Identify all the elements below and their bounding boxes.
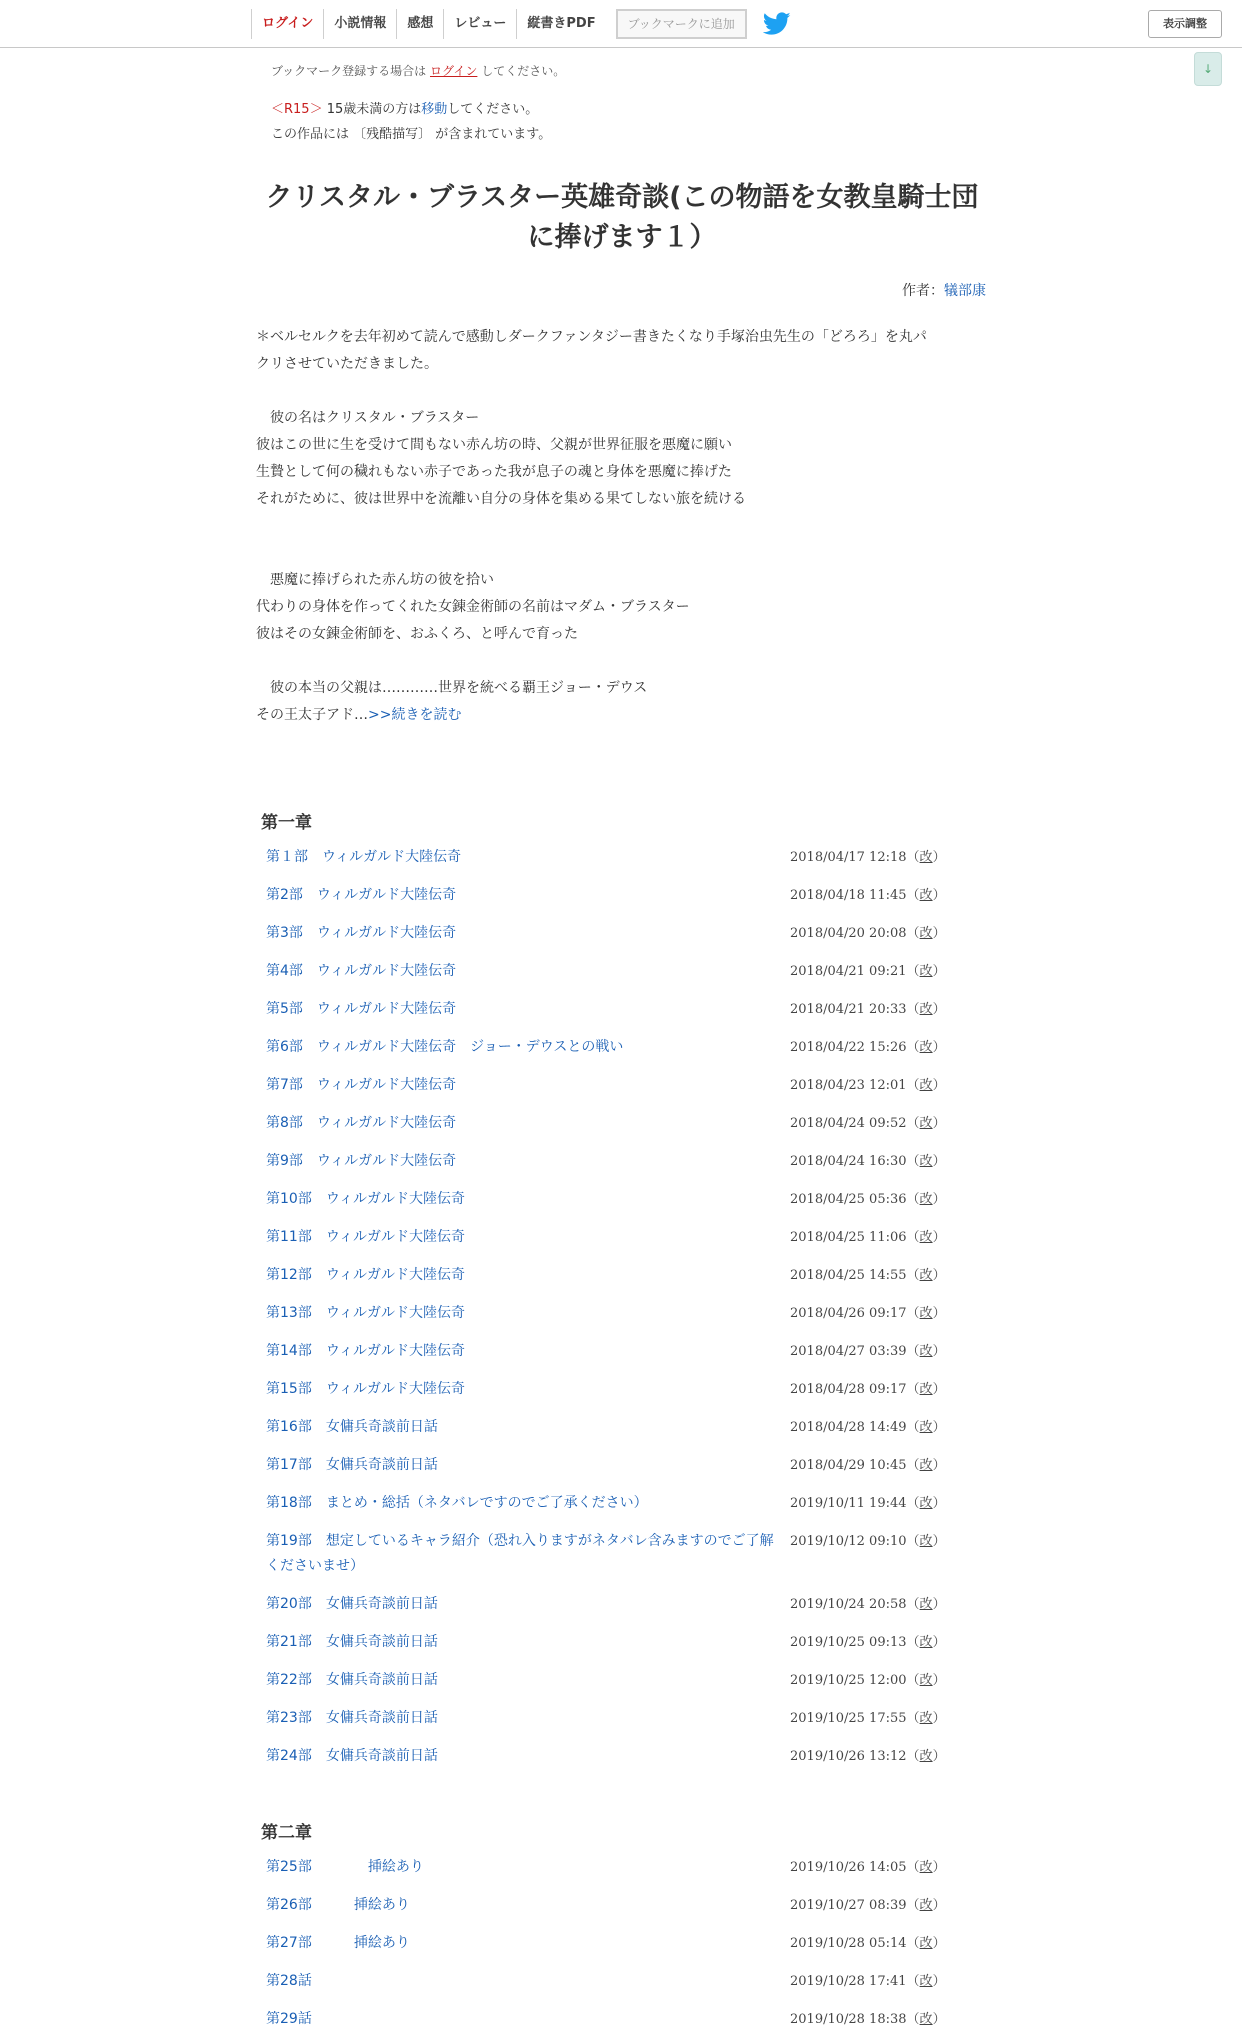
chapter-title: 第一章: [261, 813, 312, 833]
synopsis-line: [256, 540, 986, 567]
episode-date-text: 2018/04/23 12:01: [790, 1078, 907, 1093]
episode-date: [790, 1630, 946, 1655]
scroll-down-button[interactable]: ↓: [1194, 52, 1222, 86]
revision-link[interactable]: 改: [919, 1711, 933, 1726]
episode-date-text: 2018/04/26 09:17: [790, 1306, 907, 1321]
synopsis-line: [256, 405, 986, 432]
synopsis-line-text: その王太子アド…: [256, 707, 368, 723]
revision-paren-close: ）: [932, 1673, 946, 1688]
revision-paren-open: （: [906, 1344, 920, 1359]
revision-paren-close: ）: [932, 1635, 946, 1650]
revision-paren-close: ）: [932, 964, 946, 979]
episode-date: [790, 1149, 946, 1174]
novel-title-line1: クリスタル・ブラスター英雄奇談(この物語を女教皇騎士団: [265, 182, 979, 213]
episode-date-text: 2019/10/25 09:13: [790, 1635, 907, 1650]
revision-paren-close: ）: [932, 888, 946, 903]
content-warning: この作品には 〔残酷描写〕 が含まれています。: [271, 127, 552, 142]
episode-date-text: 2019/10/28 18:38: [790, 2012, 907, 2027]
novel-title: [250, 178, 994, 258]
novel-title-line2: に捧げます１）: [527, 222, 717, 253]
revision-paren-close: ）: [932, 1116, 946, 1131]
synopsis-line: [256, 432, 986, 459]
episode-title-link[interactable]: 第13部 ウィルガルド大陸伝奇: [266, 1305, 465, 1321]
episode-title-link[interactable]: 第１部 ウィルガルド大陸伝奇: [266, 849, 462, 865]
episode-date-text: 2019/10/12 09:10: [790, 1534, 907, 1549]
r15-suffix: してください。: [447, 102, 539, 117]
revision-paren-open: （: [906, 1860, 920, 1875]
revision-link[interactable]: 改: [919, 1860, 933, 1875]
r15-notice: [271, 98, 538, 117]
revision-link[interactable]: 改: [919, 1078, 933, 1093]
revision-paren-open: （: [906, 850, 920, 865]
revision-paren-close: ）: [932, 1192, 946, 1207]
episode-title-link[interactable]: 第27部 挿絵あり: [266, 1935, 410, 1951]
revision-paren-close: ）: [932, 1268, 946, 1283]
revision-paren-open: （: [906, 964, 920, 979]
novel-synopsis: [256, 324, 986, 729]
revision-paren-open: （: [906, 1635, 920, 1650]
revision-link[interactable]: 改: [919, 1534, 933, 1549]
episode-date: [790, 845, 946, 870]
episode-date: [790, 1035, 946, 1060]
episode-title-link[interactable]: 第25部 挿絵あり: [266, 1859, 424, 1875]
revision-link[interactable]: 改: [919, 1382, 933, 1397]
top-header: [0, 0, 1242, 48]
revision-link[interactable]: 改: [919, 1635, 933, 1650]
episode-title-link[interactable]: 第17部 女傭兵奇談前日話: [266, 1457, 438, 1473]
episode-date-text: 2018/04/21 09:21: [790, 964, 907, 979]
episode-date-text: 2018/04/25 11:06: [790, 1230, 907, 1245]
revision-paren-open: （: [906, 1898, 920, 1913]
episode-title-link[interactable]: 第7部 ウィルガルド大陸伝奇: [266, 1077, 457, 1093]
episode-title-link[interactable]: 第16部 女傭兵奇談前日話: [266, 1419, 438, 1435]
synopsis-line: [256, 513, 986, 540]
episode-date-text: 2019/10/24 20:58: [790, 1597, 907, 1612]
revision-paren-close: ）: [932, 1496, 946, 1511]
revision-paren-close: ）: [932, 1154, 946, 1169]
revision-paren-open: （: [906, 1040, 920, 1055]
revision-paren-close: ）: [932, 1420, 946, 1435]
r15-move-link[interactable]: 移動: [421, 102, 448, 117]
revision-paren-close: ）: [932, 1974, 946, 1989]
synopsis-line-text: 彼はその女錬金術師を、おふくろ、と呼んで育った: [256, 626, 578, 642]
revision-paren-close: ）: [932, 2012, 946, 2027]
nav-novel-info-link[interactable]: 小説情報: [323, 9, 396, 39]
episode-date-text: 2019/10/28 17:41: [790, 1974, 907, 1989]
revision-paren-close: ）: [932, 1458, 946, 1473]
display-settings-button[interactable]: 表示調整: [1148, 10, 1222, 38]
revision-paren-open: （: [906, 1420, 920, 1435]
episode-date: [790, 1377, 946, 1402]
revision-link[interactable]: 改: [919, 1192, 933, 1207]
episode-date: [790, 1301, 946, 1326]
revision-link[interactable]: 改: [919, 1268, 933, 1283]
revision-paren-close: ）: [932, 1860, 946, 1875]
synopsis-line-text: 代わりの身体を作ってくれた女錬金術師の名前はマダム・ブラスター: [256, 599, 690, 615]
episode-date-text: 2018/04/20 20:08: [790, 926, 907, 941]
episode-date: [790, 959, 946, 984]
episode-date-text: 2018/04/29 10:45: [790, 1458, 907, 1473]
episode-title-link[interactable]: 第11部 ウィルガルド大陸伝奇: [266, 1229, 465, 1245]
episode-date: [790, 1187, 946, 1212]
episode-date: [790, 1263, 946, 1288]
episode-date: [790, 1529, 946, 1554]
episode-date: [790, 1969, 946, 1994]
episode-date-text: 2019/10/26 13:12: [790, 1749, 907, 1764]
episode-date: [790, 1744, 946, 1769]
episode-date: [790, 1453, 946, 1478]
nav-review-link[interactable]: レビュー: [443, 9, 516, 39]
author-label: 作者：: [902, 283, 944, 299]
episode-date: [790, 1855, 946, 1880]
episode-title-link[interactable]: 第24部 女傭兵奇談前日話: [266, 1748, 438, 1764]
nav-login-link[interactable]: ログイン: [251, 9, 323, 39]
episode-date: [790, 1225, 946, 1250]
revision-paren-close: ）: [932, 1749, 946, 1764]
episode-title-link[interactable]: 第9部 ウィルガルド大陸伝奇: [266, 1153, 457, 1169]
revision-paren-open: （: [906, 1974, 920, 1989]
revision-paren-open: （: [906, 1230, 920, 1245]
revision-paren-open: （: [906, 1078, 920, 1093]
revision-paren-open: （: [906, 2012, 920, 2027]
revision-paren-open: （: [906, 1268, 920, 1283]
revision-link[interactable]: 改: [919, 1597, 933, 1612]
revision-paren-open: （: [906, 1116, 920, 1131]
synopsis-line-text: 彼はこの世に生を受けて間もない赤ん坊の時、父親が世界征服を悪魔に願い: [256, 437, 732, 453]
episode-title-link[interactable]: 第3部 ウィルガルド大陸伝奇: [266, 925, 457, 941]
episode-title-link[interactable]: 第18部 まとめ・総括（ネタバレですのでご了承ください）: [266, 1495, 648, 1511]
header-nav: [251, 8, 791, 40]
revision-link[interactable]: 改: [919, 850, 933, 865]
episode-date: [790, 1931, 946, 1956]
episode-title-link[interactable]: 第26部 挿絵あり: [266, 1897, 410, 1913]
revision-paren-open: （: [906, 1597, 920, 1612]
revision-paren-open: （: [906, 1496, 920, 1511]
episode-date-text: 2018/04/27 03:39: [790, 1344, 907, 1359]
revision-link[interactable]: 改: [919, 1420, 933, 1435]
revision-link[interactable]: 改: [919, 1230, 933, 1245]
author-link[interactable]: 犠部康: [944, 283, 986, 299]
episode-date: [790, 1491, 946, 1516]
revision-paren-open: （: [906, 1154, 920, 1169]
synopsis-line: [256, 486, 986, 513]
synopsis-line: [256, 594, 986, 621]
revision-paren-open: （: [906, 1002, 920, 1017]
synopsis-line: [256, 621, 986, 648]
revision-paren-close: ）: [932, 926, 946, 941]
revision-link[interactable]: 改: [919, 1306, 933, 1321]
synopsis-line: [256, 378, 986, 405]
revision-paren-open: （: [906, 1711, 920, 1726]
revision-paren-close: ）: [932, 1711, 946, 1726]
revision-paren-close: ）: [932, 1040, 946, 1055]
synopsis-line: [256, 675, 986, 702]
episode-date-text: 2018/04/24 16:30: [790, 1154, 907, 1169]
episode-date: [790, 1415, 946, 1440]
episode-date-text: 2019/10/11 19:44: [790, 1496, 907, 1511]
synopsis-line-text: クリさせていただきました。: [256, 356, 438, 372]
episode-date: [790, 921, 946, 946]
episode-date: [790, 1592, 946, 1617]
revision-paren-close: ）: [932, 1078, 946, 1093]
episode-date-text: 2018/04/28 14:49: [790, 1420, 907, 1435]
revision-link[interactable]: 改: [919, 888, 933, 903]
episode-title-link[interactable]: 第20部 女傭兵奇談前日話: [266, 1596, 438, 1612]
revision-link[interactable]: 改: [919, 1154, 933, 1169]
episode-date-text: 2019/10/25 17:55: [790, 1711, 907, 1726]
bookmark-notice-suffix: してください。: [477, 64, 566, 78]
read-more-link[interactable]: >>続きを読む: [368, 707, 462, 723]
add-bookmark-button[interactable]: ブックマークに追加: [616, 9, 747, 39]
nav-vertical-pdf-link[interactable]: 縦書きPDF: [516, 9, 605, 39]
synopsis-line-text: 彼の本当の父親は…………世界を統べる覇王ジョー・デウス: [256, 680, 648, 696]
episode-title-link[interactable]: 第8部 ウィルガルド大陸伝奇: [266, 1115, 457, 1131]
revision-paren-open: （: [906, 1749, 920, 1764]
revision-paren-open: （: [906, 888, 920, 903]
revision-paren-close: ）: [932, 1534, 946, 1549]
episode-title-link[interactable]: 第14部 ウィルガルド大陸伝奇: [266, 1343, 465, 1359]
revision-paren-open: （: [906, 1192, 920, 1207]
revision-paren-open: （: [906, 1673, 920, 1688]
episode-date-text: 2019/10/25 12:00: [790, 1673, 907, 1688]
synopsis-line: [256, 351, 986, 378]
revision-paren-close: ）: [932, 850, 946, 865]
episode-date-text: 2018/04/24 09:52: [790, 1116, 907, 1131]
revision-link[interactable]: 改: [919, 1673, 933, 1688]
episode-date-text: 2018/04/17 12:18: [790, 850, 907, 865]
episode-date: [790, 997, 946, 1022]
episode-title-link[interactable]: 第10部 ウィルガルド大陸伝奇: [266, 1191, 465, 1207]
episode-title-link[interactable]: 第15部 ウィルガルド大陸伝奇: [266, 1381, 465, 1397]
synopsis-line: [256, 324, 986, 351]
episode-date: [790, 1339, 946, 1364]
r15-tag: ＜R15＞: [271, 102, 323, 117]
synopsis-line: [256, 459, 986, 486]
revision-paren-open: （: [906, 1936, 920, 1951]
episode-date-text: 2019/10/26 14:05: [790, 1860, 907, 1875]
episode-title-link[interactable]: 第29話: [266, 2011, 312, 2027]
bookmark-login-link[interactable]: ログイン: [429, 64, 478, 78]
episode-date-text: 2018/04/28 09:17: [790, 1382, 907, 1397]
bookmark-notice-prefix: ブックマーク登録する場合は: [271, 64, 430, 78]
revision-paren-close: ）: [932, 1898, 946, 1913]
episode-date-text: 2018/04/21 20:33: [790, 1002, 907, 1017]
synopsis-line-text: それがために、彼は世界中を流離い自分の身体を集める果てしない旅を続ける: [256, 491, 746, 507]
revision-paren-close: ）: [932, 1002, 946, 1017]
synopsis-line: [256, 567, 986, 594]
episode-date-text: 2018/04/22 15:26: [790, 1040, 907, 1055]
revision-paren-open: （: [906, 1382, 920, 1397]
revision-link[interactable]: 改: [919, 964, 933, 979]
revision-link[interactable]: 改: [919, 1749, 933, 1764]
r15-text: 15歳未満の方は: [322, 102, 422, 117]
episode-date: [790, 2007, 946, 2032]
synopsis-line-text: 生贄として何の穢れもない赤子であった我が息子の魂と身体を悪魔に捧げた: [256, 464, 732, 480]
synopsis-line-text: 彼の名はクリスタル・ブラスター: [256, 410, 480, 426]
revision-link[interactable]: 改: [919, 1496, 933, 1511]
episode-date-text: 2019/10/27 08:39: [790, 1898, 907, 1913]
episode-title-link[interactable]: 第19部 想定しているキャラ紹介（恐れ入りますがネタバレ含みますのでご了解くださいませ）: [266, 1533, 774, 1574]
revision-link[interactable]: 改: [919, 1002, 933, 1017]
revision-link[interactable]: 改: [919, 1116, 933, 1131]
revision-paren-close: ）: [932, 1344, 946, 1359]
revision-paren-open: （: [906, 1458, 920, 1473]
episode-title-link[interactable]: 第4部 ウィルガルド大陸伝奇: [266, 963, 457, 979]
revision-link[interactable]: 改: [919, 926, 933, 941]
revision-paren-close: ）: [932, 1382, 946, 1397]
revision-link[interactable]: 改: [919, 1040, 933, 1055]
revision-link[interactable]: 改: [919, 2012, 933, 2027]
chapter-title: 第二章: [261, 1823, 312, 1843]
episode-date-text: 2018/04/25 14:55: [790, 1268, 907, 1283]
revision-link[interactable]: 改: [919, 1458, 933, 1473]
twitter-bird-icon[interactable]: [763, 12, 791, 36]
revision-paren-open: （: [906, 1306, 920, 1321]
episode-title-link[interactable]: 第6部 ウィルガルド大陸伝奇 ジョー・デウスとの戦い: [266, 1039, 624, 1055]
episode-title-link[interactable]: 第28話: [266, 1973, 312, 1989]
revision-paren-open: （: [906, 1534, 920, 1549]
revision-paren-close: ）: [932, 1597, 946, 1612]
revision-paren-close: ）: [932, 1230, 946, 1245]
episode-date: [790, 1111, 946, 1136]
revision-paren-open: （: [906, 926, 920, 941]
episode-date-text: 2019/10/28 05:14: [790, 1936, 907, 1951]
revision-link[interactable]: 改: [919, 1898, 933, 1913]
synopsis-line-text: 悪魔に捧げられた赤ん坊の彼を拾い: [256, 572, 494, 588]
episode-date: [790, 883, 946, 908]
episode-title-link[interactable]: 第22部 女傭兵奇談前日話: [266, 1672, 438, 1688]
episode-date: [790, 1893, 946, 1918]
nav-impressions-link[interactable]: 感想: [396, 9, 443, 39]
revision-link[interactable]: 改: [919, 1936, 933, 1951]
author-line: [250, 280, 986, 300]
episode-date-text: 2018/04/25 05:36: [790, 1192, 907, 1207]
episode-title-link[interactable]: 第5部 ウィルガルド大陸伝奇: [266, 1001, 457, 1017]
episode-date-text: 2018/04/18 11:45: [790, 888, 907, 903]
episode-date: [790, 1668, 946, 1693]
bookmark-login-notice: [271, 62, 565, 79]
episode-title-link[interactable]: 第2部 ウィルガルド大陸伝奇: [266, 887, 457, 903]
synopsis-line: [256, 702, 986, 729]
episode-title-link[interactable]: 第12部 ウィルガルド大陸伝奇: [266, 1267, 465, 1283]
synopsis-line-text: ＊ベルセルクを去年初めて読んで感動しダークファンタジー書きたくなり手塚治虫先生の「どろろ」を丸パ: [256, 329, 927, 345]
synopsis-line: [256, 648, 986, 675]
episode-date: [790, 1706, 946, 1731]
episode-title-link[interactable]: 第21部 女傭兵奇談前日話: [266, 1634, 438, 1650]
episode-title-link[interactable]: 第23部 女傭兵奇談前日話: [266, 1710, 438, 1726]
revision-paren-close: ）: [932, 1936, 946, 1951]
revision-link[interactable]: 改: [919, 1974, 933, 1989]
episode-date: [790, 1073, 946, 1098]
revision-link[interactable]: 改: [919, 1344, 933, 1359]
revision-paren-close: ）: [932, 1306, 946, 1321]
